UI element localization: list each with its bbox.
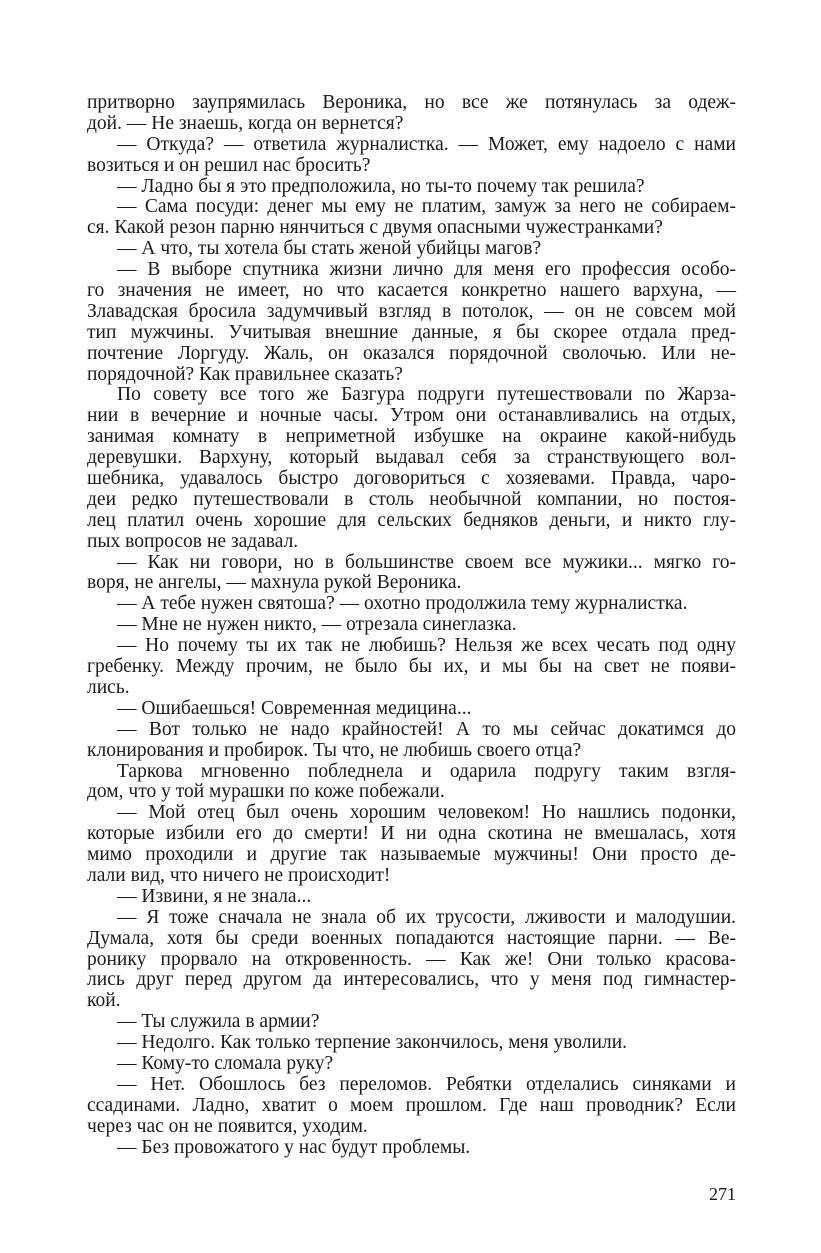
text-line: дом, что у той мурашки по коже побежали. [87,781,445,803]
text-line: — Без провожатого у нас будут проблемы. [117,1136,471,1158]
text-line: лись друг перед другом да интересовались, что у меня под гимнастер- [87,969,736,991]
text-line: ронику прорвало на откровенность. — Как же! Они только красова- [87,948,736,970]
text-line: — Извини, я не знала... [117,885,312,907]
text-line: нии в вечерние и ночные часы. Утром они останавливались на отдых, [87,405,736,427]
text-line: притворно заупрямилась Вероника, но все же потянулась за одеж- [87,92,736,113]
text-line: — Кому-то сломала руку? [117,1052,334,1074]
text-line: лали вид, что ничего не происходит! [87,864,391,886]
page-number: 271 [709,1184,736,1204]
text-line: — Мне не нужен никто, — отрезала синеглазка. [117,614,517,636]
text-line: шебника, удавалось быстро договориться с хозяевами. Правда, чаро- [87,468,736,490]
text-line: — А что, ты хотела бы стать женой убийцы магов? [117,238,542,260]
text-line: — Недолго. Как только терпение закончилось, меня уволили. [117,1032,628,1054]
text-line: Думала, хотя бы среди военных попадаются настоящие парни. — Ве- [87,927,736,949]
text-line: кой. [87,990,121,1012]
text-line: — Ошибаешься! Современная медицина... [117,697,472,719]
text-line: воря, не ангелы, — махнула рукой Вероника. [87,572,462,594]
text-line: дой. — Не знаешь, когда он вернется? [87,112,404,134]
text-line: тип мужчины. Учитывая внешние данные, я бы скорее отдала пред- [87,321,736,343]
text-line: — Нет. Обошлось без переломов. Ребятки отделались синяками и [117,1073,736,1095]
text-line: порядочной? Как правильнее сказать? [87,363,403,385]
text-line: — Мой отец был очень хорошим человеком! Но нашлись подонки, [117,802,736,824]
text-line: почтение Лоргуду. Жаль, он оказался порядочной сволочью. Или не- [87,342,736,364]
text-line: — А тебе нужен святоша? — охотно продолжила тему журналистка. [117,593,688,615]
text-line: — Откуда? — ответила журналистка. — Может, ему надоело с нами [117,133,736,155]
text-line: через час он не появится, уходим. [87,1115,368,1137]
text-line: ся. Какой резон парню нянчиться с двумя опасными чужестранками? [87,217,663,239]
text-line: — Но почему ты их так не любишь? Нельзя же всех чесать под одну [117,635,736,657]
page-body-text [87,93,736,1158]
text-line: клонирования и пробирок. Ты что, не любишь своего отца? [87,739,582,761]
text-line: гребенку. Между прочим, не было бы их, и мы бы на свет не появи- [87,656,736,678]
text-line: — Ты служила в армии? [117,1011,320,1033]
text-line: лец платил очень хорошие для сельских бедняков деньги, и никто глу- [87,509,736,531]
text-line: Таркова мгновенно побледнела и одарила подругу таким взгля- [117,760,736,782]
text-line: — Как ни говори, но в большинстве своем все мужики... мягко го- [117,551,736,573]
text-line: деревушки. Вархуну, который выдавал себя за странствующего вол- [87,447,736,469]
text-line: — Вот только не надо крайностей! А то мы сейчас докатимся до [117,718,736,740]
text-line: мимо проходили и другие так называемые мужчины! Они просто де- [87,844,736,866]
text-line: которые избили его до смерти! И ни одна скотина не вмешалась, хотя [87,823,736,845]
text-line: занимая комнату в неприметной избушке на окраине какой-нибудь [87,426,736,448]
text-line: — В выборе спутника жизни лично для меня его профессия особо- [117,259,736,281]
text-line: пых вопросов не задавал. [87,530,299,552]
text-line: — Я тоже сначала не знала об их трусости, лживости и малодушии. [117,906,736,928]
text-line: По совету все того же Базгура подруги путешествовали по Жарза- [117,384,736,406]
text-line: ссадинами. Ладно, хватит о моем прошлом. Где наш проводник? Если [87,1094,736,1116]
text-line: деи редко путешествовали в столь необычной компании, но постоя- [87,488,736,510]
text-line: возиться и он решил нас бросить? [87,154,371,176]
text-line: лись. [87,676,130,698]
text-line: — Ладно бы я это предположила, но ты-то почему так решила? [117,175,645,197]
text-line: — Сама посуди: денег мы ему не платим, замуж за него не собираем- [117,196,736,218]
text-line: Злавадская бросила задумчивый взгляд в потолок, — он не совсем мой [87,300,736,322]
text-line: го значения не имеет, но что касается конкретно нашего вархуна, — [87,280,736,302]
